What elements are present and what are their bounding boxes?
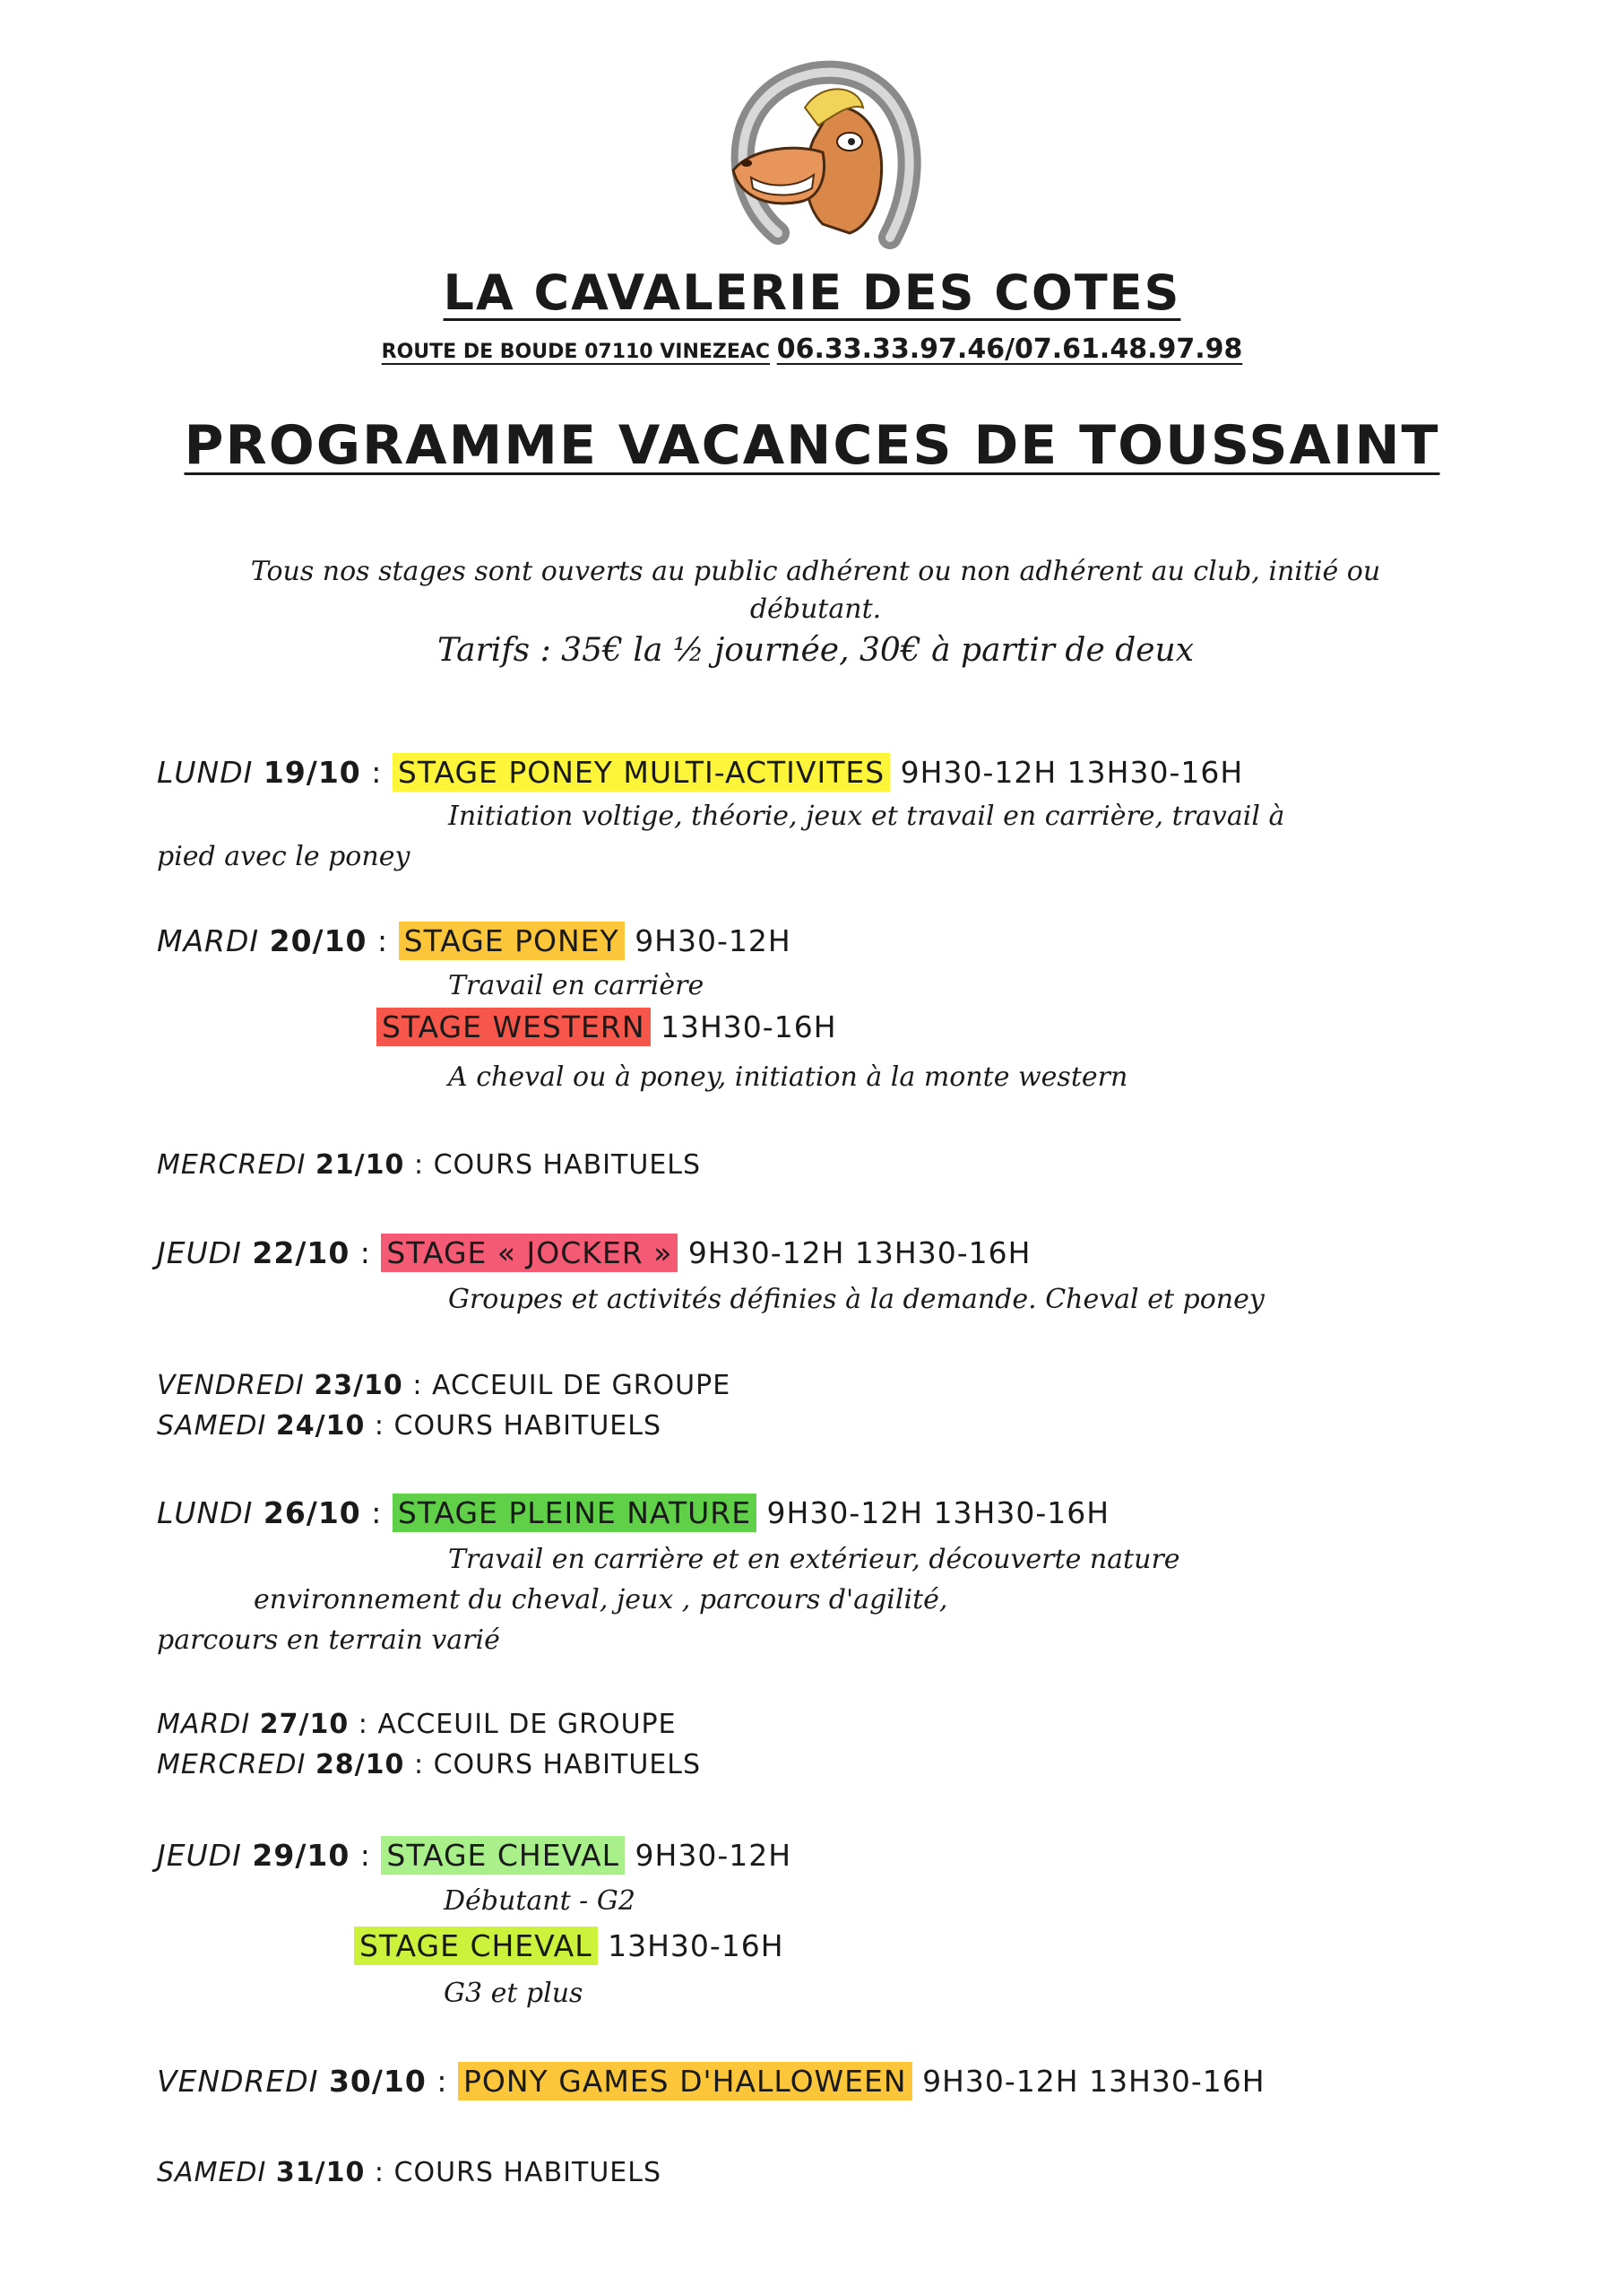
intro-line-1: Tous nos stages sont ouverts au public adhérent ou non adhérent au club, initié ou bbox=[250, 556, 1381, 587]
stage-description: G3 et plus bbox=[444, 1978, 583, 2009]
schedule-entry-samedi-24 bbox=[157, 1410, 661, 1442]
day-activity: : ACCEUIL DE GROUPE bbox=[412, 1370, 731, 1401]
day-name: LUNDI bbox=[157, 1495, 254, 1530]
stage-badge: STAGE PONEY bbox=[399, 922, 625, 960]
club-name: LA CAVALERIE DES COTES bbox=[443, 264, 1181, 321]
day-activity: : COURS HABITUELS bbox=[413, 1149, 702, 1181]
schedule-entry-mardi-27 bbox=[157, 1709, 677, 1740]
day-date: 20/10 bbox=[269, 923, 367, 958]
day-date: 29/10 bbox=[252, 1838, 350, 1873]
day-name: MERCREDI bbox=[157, 1749, 307, 1780]
schedule-entry-vendredi-23 bbox=[157, 1370, 730, 1401]
stage-times: 9H30-12H 13H30-16H bbox=[687, 1235, 1032, 1270]
day-name: VENDREDI bbox=[157, 1370, 305, 1401]
stage-description: Travail en carrière bbox=[448, 970, 704, 1001]
stage-description: parcours en terrain varié bbox=[157, 1624, 500, 1656]
day-date: 26/10 bbox=[263, 1495, 361, 1530]
stage-times: 9H30-12H 13H30-16H bbox=[900, 755, 1244, 790]
day-name: MARDI bbox=[157, 1709, 251, 1740]
stage-badge: STAGE CHEVAL bbox=[381, 1836, 625, 1875]
stage-description: A cheval ou à poney, initiation à la monte western bbox=[448, 1061, 1128, 1093]
phone-numbers: 06.33.33.97.46/07.61.48.97.98 bbox=[776, 333, 1243, 365]
separator: : bbox=[371, 755, 383, 790]
stage-badge: STAGE « JOCKER » bbox=[381, 1234, 678, 1272]
stage-description: Groupes et activités définies à la demande. Cheval et poney bbox=[448, 1284, 1265, 1315]
day-date: 21/10 bbox=[315, 1149, 405, 1181]
day-date: 28/10 bbox=[315, 1749, 405, 1780]
day-name: SAMEDI bbox=[157, 2157, 267, 2188]
schedule-entry-mardi-20-afternoon bbox=[376, 1009, 837, 1044]
stage-description: Travail en carrière et en extérieur, découverte nature bbox=[448, 1544, 1180, 1575]
stage-times: 13H30-16H bbox=[608, 1928, 784, 1963]
stage-badge: STAGE CHEVAL bbox=[354, 1927, 598, 1965]
day-date: 30/10 bbox=[328, 2064, 427, 2099]
day-date: 24/10 bbox=[275, 1410, 366, 1442]
schedule-entry-mercredi-28 bbox=[157, 1749, 701, 1780]
schedule-entry-jeudi-29 bbox=[157, 1838, 791, 1873]
stage-times: 9H30-12H 13H30-16H bbox=[766, 1495, 1110, 1530]
separator: : bbox=[377, 923, 389, 958]
day-date: 22/10 bbox=[252, 1235, 350, 1270]
day-name: SAMEDI bbox=[157, 1410, 267, 1442]
day-name: MARDI bbox=[157, 923, 260, 958]
schedule-entry-lundi-19 bbox=[157, 755, 1243, 790]
separator: : bbox=[359, 1838, 371, 1873]
day-date: 31/10 bbox=[275, 2157, 366, 2188]
day-name: LUNDI bbox=[157, 755, 254, 790]
stage-times: 13H30-16H bbox=[661, 1009, 837, 1044]
day-activity: : COURS HABITUELS bbox=[374, 2157, 661, 2188]
schedule-entry-mardi-20 bbox=[157, 923, 791, 958]
stage-badge: PONY GAMES D'HALLOWEEN bbox=[458, 2062, 912, 2100]
stage-description: pied avec le poney bbox=[157, 841, 410, 872]
program-title: PROGRAMME VACANCES DE TOUSSAINT bbox=[184, 414, 1440, 477]
stage-description: Initiation voltige, théorie, jeux et travail en carrière, travail à bbox=[448, 801, 1285, 832]
day-activity: : ACCEUIL DE GROUPE bbox=[358, 1709, 677, 1740]
day-activity: : COURS HABITUELS bbox=[374, 1410, 661, 1442]
stage-badge: STAGE PONEY MULTI-ACTIVITES bbox=[393, 753, 890, 792]
address: ROUTE DE BOUDE 07110 VINEZEAC bbox=[381, 341, 771, 363]
day-name: VENDREDI bbox=[157, 2064, 319, 2099]
schedule-entry-vendredi-30 bbox=[157, 2064, 1266, 2099]
tarifs: Tarifs : 35€ la ½ journée, 30€ à partir de deux bbox=[436, 632, 1195, 669]
day-date: 23/10 bbox=[314, 1370, 403, 1401]
stage-times: 9H30-12H bbox=[635, 923, 791, 958]
day-name: JEUDI bbox=[157, 1235, 242, 1270]
stage-badge: STAGE WESTERN bbox=[376, 1008, 651, 1046]
intro-line-2: débutant. bbox=[749, 593, 882, 625]
horse-horseshoe-logo bbox=[715, 54, 939, 251]
day-activity: : COURS HABITUELS bbox=[413, 1749, 702, 1780]
day-date: 19/10 bbox=[263, 755, 361, 790]
club-address-line bbox=[0, 333, 1624, 365]
schedule-entry-samedi-31 bbox=[157, 2157, 661, 2188]
separator: : bbox=[371, 1495, 383, 1530]
day-date: 27/10 bbox=[259, 1709, 350, 1740]
schedule-entry-mercredi-21 bbox=[157, 1149, 701, 1181]
day-name: JEUDI bbox=[157, 1838, 242, 1873]
day-name: MERCREDI bbox=[157, 1149, 307, 1181]
stage-times: 9H30-12H 13H30-16H bbox=[922, 2064, 1266, 2099]
stage-times: 9H30-12H bbox=[635, 1838, 792, 1873]
schedule-entry-lundi-26 bbox=[157, 1495, 1110, 1530]
stage-badge: STAGE PLEINE NATURE bbox=[393, 1494, 756, 1532]
schedule-entry-jeudi-22 bbox=[157, 1235, 1031, 1270]
separator: : bbox=[359, 1235, 371, 1270]
stage-description: Débutant - G2 bbox=[444, 1885, 635, 1917]
stage-description: environnement du cheval, jeux , parcours d'agilité, bbox=[254, 1584, 948, 1615]
separator: : bbox=[436, 2064, 448, 2099]
schedule-entry-jeudi-29-afternoon bbox=[354, 1928, 784, 1963]
